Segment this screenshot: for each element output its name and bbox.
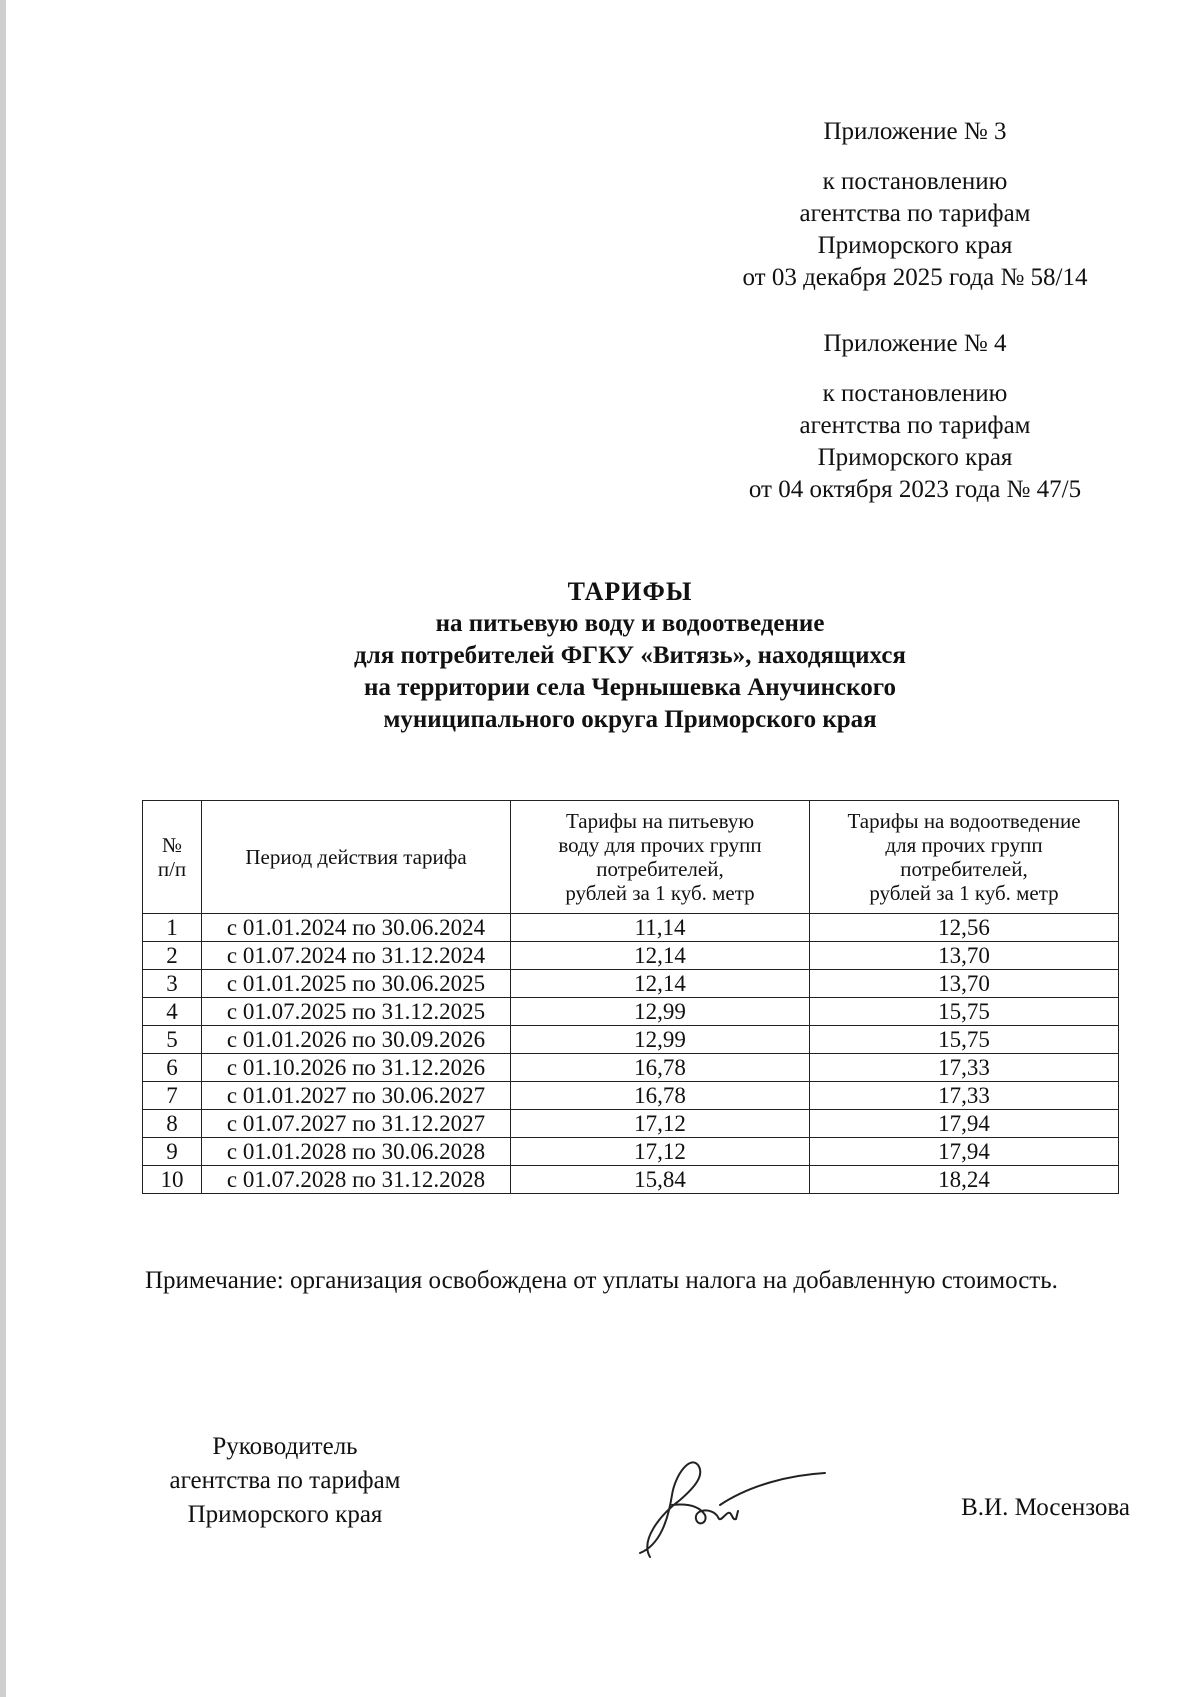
- cell-period: с 01.07.2025 по 31.12.2025: [202, 998, 511, 1026]
- cell-period: с 01.01.2028 по 30.06.2028: [202, 1138, 511, 1166]
- cell-sewer: 17,94: [810, 1138, 1119, 1166]
- header-water-line: Тарифы на питьевую: [565, 809, 755, 833]
- signer-name: В.И. Мосензова: [961, 1494, 1130, 1521]
- appendix-4-number: Приложение № 4: [823, 330, 1007, 357]
- appendix-3-block: [705, 116, 1125, 294]
- table-row: [143, 1082, 1119, 1110]
- position-line: агентства по тарифам: [169, 1467, 401, 1494]
- cell-sewer: 18,24: [810, 1166, 1119, 1194]
- cell-sewer: 17,33: [810, 1054, 1119, 1082]
- cell-water: 11,14: [511, 914, 810, 942]
- cell-water: 12,99: [511, 998, 810, 1026]
- cell-water: 17,12: [511, 1138, 810, 1166]
- table-row: [143, 1026, 1119, 1054]
- cell-sewer: 12,56: [810, 914, 1119, 942]
- table-row: [143, 1138, 1119, 1166]
- cell-number: 10: [143, 1166, 202, 1194]
- title-line: на территории села Чернышевка Анучинского: [364, 674, 896, 701]
- appendix-4-line: агентства по тарифам: [799, 412, 1031, 439]
- title-heading: ТАРИФЫ: [567, 577, 693, 606]
- appendix-3-line: от 03 декабря 2025 года № 58/14: [742, 264, 1088, 291]
- cell-sewer: 13,70: [810, 970, 1119, 998]
- position-line: Приморского края: [187, 1501, 383, 1528]
- cell-period: с 01.01.2027 по 30.06.2027: [202, 1082, 511, 1110]
- table-header-row: [143, 801, 1119, 914]
- cell-water: 16,78: [511, 1082, 810, 1110]
- header-number: [143, 801, 202, 914]
- title-line: муниципального округа Приморского края: [383, 706, 877, 733]
- signatory-position: [140, 1430, 430, 1532]
- tariffs-table: [142, 800, 1119, 1194]
- table-row: [143, 942, 1119, 970]
- cell-number: 8: [143, 1110, 202, 1138]
- appendix-3-line: агентства по тарифам: [799, 200, 1031, 227]
- appendix-3-line: Приморского края: [817, 232, 1013, 259]
- appendix-4-line: от 04 октября 2023 года № 47/5: [748, 476, 1082, 503]
- table-row: [143, 914, 1119, 942]
- cell-water: 12,14: [511, 970, 810, 998]
- cell-number: 2: [143, 942, 202, 970]
- cell-water: 17,12: [511, 1110, 810, 1138]
- cell-period: с 01.01.2024 по 30.06.2024: [202, 914, 511, 942]
- cell-number: 4: [143, 998, 202, 1026]
- handwritten-signature: [620, 1445, 840, 1565]
- table-row: [143, 970, 1119, 998]
- cell-sewer: 13,70: [810, 942, 1119, 970]
- title-line: для потребителей ФГКУ «Витязь», находящихся: [354, 642, 906, 669]
- header-water-line: воду для прочих групп: [558, 833, 762, 857]
- appendix-4-line: к постановлению: [822, 380, 1008, 407]
- cell-period: с 01.07.2028 по 31.12.2028: [202, 1166, 511, 1194]
- title-line: на питьевую воду и водоотведение: [435, 610, 825, 637]
- table-row: [143, 1166, 1119, 1194]
- cell-number: 3: [143, 970, 202, 998]
- cell-period: с 01.07.2024 по 31.12.2024: [202, 942, 511, 970]
- cell-number: 9: [143, 1138, 202, 1166]
- tax-note: Примечание: организация освобождена от уплаты налога на добавленную стоимость.: [145, 1267, 1058, 1294]
- table-row: [143, 1054, 1119, 1082]
- header-water: [511, 801, 810, 914]
- cell-number: 6: [143, 1054, 202, 1082]
- header-sewer-line: рублей за 1 куб. метр: [869, 881, 1059, 905]
- cell-water: 15,84: [511, 1166, 810, 1194]
- cell-sewer: 15,75: [810, 998, 1119, 1026]
- appendix-3-number: Приложение № 3: [823, 118, 1007, 145]
- table-row: [143, 1110, 1119, 1138]
- header-sewer-line: Тарифы на водоотведение: [847, 809, 1081, 833]
- header-water-line: рублей за 1 куб. метр: [565, 881, 755, 905]
- cell-number: 7: [143, 1082, 202, 1110]
- appendix-4-block: [705, 328, 1125, 506]
- header-number-line: п/п: [157, 857, 187, 881]
- position-line: Руководитель: [212, 1433, 358, 1460]
- appendix-3-line: к постановлению: [822, 168, 1008, 195]
- cell-sewer: 15,75: [810, 1026, 1119, 1054]
- header-water-line: потребителей,: [596, 857, 724, 881]
- header-number-line: №: [161, 833, 183, 857]
- cell-period: с 01.01.2025 по 30.06.2025: [202, 970, 511, 998]
- cell-water: 12,14: [511, 942, 810, 970]
- cell-water: 16,78: [511, 1054, 810, 1082]
- cell-period: с 01.07.2027 по 31.12.2027: [202, 1110, 511, 1138]
- document-title: [200, 576, 1060, 736]
- header-period: Период действия тарифа: [202, 801, 511, 914]
- cell-number: 5: [143, 1026, 202, 1054]
- cell-sewer: 17,94: [810, 1110, 1119, 1138]
- cell-period: с 01.01.2026 по 30.09.2026: [202, 1026, 511, 1054]
- cell-period: с 01.10.2026 по 31.12.2026: [202, 1054, 511, 1082]
- header-sewer: [810, 801, 1119, 914]
- cell-water: 12,99: [511, 1026, 810, 1054]
- scan-edge: [0, 0, 6, 1697]
- header-sewer-line: потребителей,: [900, 857, 1028, 881]
- cell-number: 1: [143, 914, 202, 942]
- header-sewer-line: для прочих групп: [885, 833, 1043, 857]
- appendix-4-line: Приморского края: [817, 444, 1013, 471]
- table-row: [143, 998, 1119, 1026]
- cell-sewer: 17,33: [810, 1082, 1119, 1110]
